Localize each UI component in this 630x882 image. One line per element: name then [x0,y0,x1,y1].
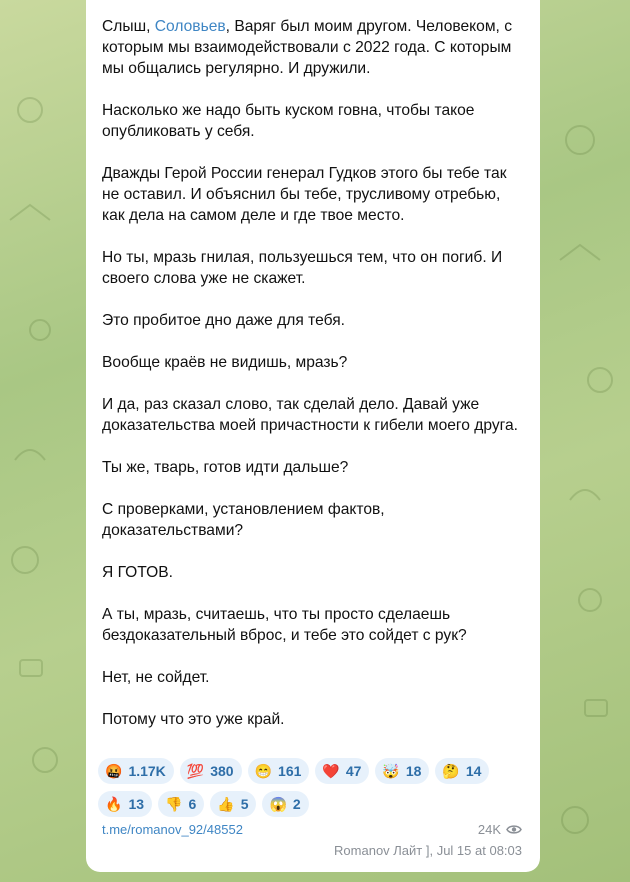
reaction-emoji-icon: 👍 [217,795,235,812]
reaction-button[interactable] [98,791,152,817]
views-counter [478,822,522,837]
reaction-count: 6 [188,796,197,812]
reaction-button[interactable] [180,758,242,784]
reaction-emoji-icon: 👎 [165,795,183,812]
reaction-count: 1.17K [128,763,166,779]
message-paragraph: Слыш, Соловьев, Варяг был моим другом. Человеком, с которым мы взаимодействовали с 2022 года. С которым мы общались регулярно. И дружили. [102,18,513,77]
reaction-button[interactable] [158,791,204,817]
reaction-count: 161 [278,763,302,779]
message-paragraph: С проверками, установлением фактов, доказательствами? [102,501,385,539]
reaction-count: 47 [345,763,362,779]
message-paragraph: Я ГОТОВ. [102,564,173,581]
message-paragraph: И да, раз сказал слово, так сделай дело. Давай уже доказательства моей причастности к гибели моего друга. [102,396,519,434]
post-link[interactable]: t.me/romanov_92/48552 [102,822,243,837]
message-paragraph: Но ты, мразь гнилая, пользуешься тем, что он погиб. И своего слова уже не скажет. [102,249,503,287]
reaction-button[interactable] [262,791,308,817]
reaction-emoji-icon: 💯 [186,762,205,779]
reaction-count: 18 [405,763,422,779]
reaction-button[interactable] [210,791,256,817]
reaction-emoji-icon: 🤬 [105,762,123,779]
reaction-emoji-icon: 😱 [269,795,287,812]
message-paragraph: Дважды Герой России генерал Гудков этого бы тебе так не оставил. И объяснил бы тебе, трусливому отребью, как дела на самом деле и где твое место. [102,165,507,224]
reaction-button[interactable] [248,758,310,784]
reaction-button[interactable] [98,758,174,784]
reaction-button[interactable] [315,758,369,784]
reaction-emoji-icon: 🤯 [382,762,400,779]
eye-icon [506,824,522,835]
reaction-count: 2 [292,796,301,812]
message-text [102,16,522,730]
message-paragraph: Насколько же надо быть куском говна, чтобы такое опубликовать у себя. [102,102,475,140]
reaction-emoji-icon: 🔥 [105,795,123,812]
reaction-count: 5 [240,796,249,812]
reaction-count: 14 [465,763,482,779]
reaction-emoji-icon: 😁 [254,762,273,779]
mention-link[interactable]: Соловьев [154,18,226,35]
message-paragraph: А ты, мразь, считаешь, что ты просто сделаешь бездоказательный вброс, и тебе это сойдет с рук? [102,606,467,644]
reaction-emoji-icon: 🤔 [442,762,460,779]
message-paragraph: Потому что это уже край. [102,711,285,728]
reaction-button[interactable] [375,758,429,784]
message-paragraph: Это пробитое дно даже для тебя. [102,312,345,329]
message-bubble [86,0,540,872]
views-count: 24K [477,822,501,837]
reactions-bar [98,758,528,817]
reaction-emoji-icon: ❤️ [322,762,340,779]
post-footer: Romanov Лайт ], Jul 15 at 08:03 [334,843,522,858]
reaction-button[interactable] [435,758,489,784]
message-paragraph: Ты же, тварь, готов идти дальше? [102,459,349,476]
reaction-count: 380 [210,763,234,779]
message-paragraph: Нет, не сойдет. [102,669,210,686]
message-paragraph: Вообще краёв не видишь, мразь? [102,354,348,371]
reaction-count: 13 [128,796,145,812]
